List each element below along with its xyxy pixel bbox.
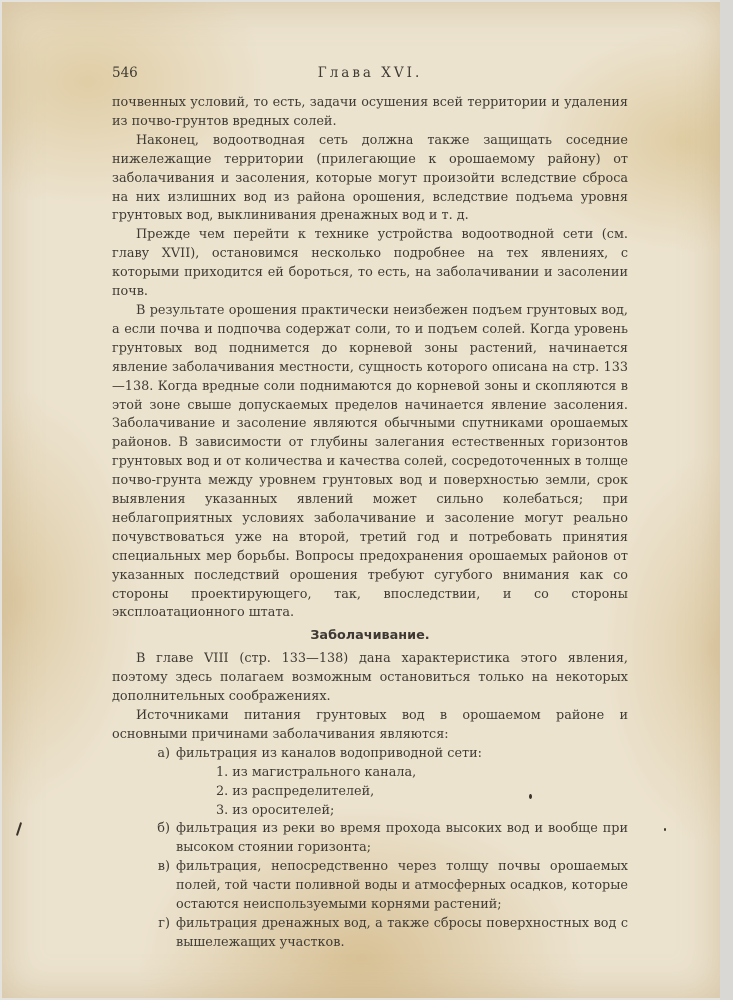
list-marker: в) (157, 859, 170, 875)
list-marker: б) (157, 821, 170, 837)
page-header (112, 64, 628, 86)
paragraph: Наконец, водоотводная сеть должна также защищать соседние нижележащие территории (прилегающие к орошаемому району) от заболачивания и засоления, которые могут произойти вследствие сброса на них излишних вод из района орошения, вследствие подъема уровня грунтовых вод, выклинивания дренажных вод и т. д. (112, 132, 628, 224)
sources-list (112, 745, 628, 953)
scan-edge (720, 0, 733, 1000)
page-number: 546 (112, 65, 138, 81)
list-item-text: фильтрация из реки во время прохода высоких вод и вообще при высоком стоянии горизонта; (176, 821, 628, 856)
paragraph: Прежде чем перейти к технике устройства водоотводной сети (см. главу XVII), остановимся несколько подробнее на тех явлениях, с которыми приходится ей бороться, то есть, на заболачивании и засолении почв. (112, 227, 628, 300)
sub-list-item: 3. из оросителей; (216, 802, 335, 818)
paragraph: В главе VIII (стр. 133—138) дана характеристика этого явления, поэтому здесь полагаем возможным остановиться только на некоторых дополнительных соображениях. (112, 651, 628, 705)
list-marker: г) (158, 915, 170, 931)
ink-speck (664, 828, 666, 831)
list-item-text: фильтрация из каналов водоприводной сети: (176, 745, 482, 761)
list-item (112, 858, 628, 915)
list-item (112, 820, 628, 858)
sub-list-item: 1. из магистрального канала, (216, 764, 417, 780)
list-item-text: фильтрация, непосредственно через толщу почвы орошаемых полей, той части поливной воды и атмосферных осадков, которые остаются неиспользуемыми корнями растений; (176, 859, 628, 913)
running-head: Глава XVI. (317, 65, 423, 81)
section-title: Заболачивание. (310, 628, 430, 644)
sub-list-item: 2. из распределителей, (216, 783, 375, 799)
paragraph: В результате орошения практически неизбежен подъем грунтовых вод, а если почва и подпочва содержат соли, то и подъем солей. Когда уровень грунтовых вод поднимется до корневой зоны растений, начинается явление заболачивания местности, сущность которого описана на стр. 133—138. Когда вредные соли поднимаются до корневой зоны и скопляются в этой зоне свыше допускаемых пределов начинается явление засоления. Заболачивание и засоление являются обычными спутниками орошаемых районов. В зависимости от глубины залегания естественных горизонтов грунтовых вод и от количества и качества солей, сосредоточенных в толще почво-грунта между уровнем грунтовых вод и поверхностью земли, срок выявления указанных явлений может сильно колебаться; при неблагоприятных условиях заболачивание и засоление могут реально почувствоваться уже на второй, третий год и потребовать принятия специальных мер борьбы. Вопросы предохранения орошаемых районов от указанных последствий орошения требуют сугубого внимания как со стороны проектирующего, так, впоследствии, и со стороны эксплоатационного штата. (112, 302, 628, 621)
page-content (112, 64, 628, 953)
list-item (112, 915, 628, 953)
list-item-text: фильтрация дренажных вод, а также сбросы поверхностных вод с вышележащих участков. (176, 915, 628, 950)
paragraph-continued: почвенных условий, то есть, задачи осушения всей территории и удаления из почво-грунтов вредных солей. (112, 95, 628, 129)
list-marker: а) (157, 745, 170, 761)
list-item (112, 745, 628, 764)
paragraph: Источниками питания грунтовых вод в орошаемом районе и основными причинами заболачивания являются: (112, 708, 628, 742)
